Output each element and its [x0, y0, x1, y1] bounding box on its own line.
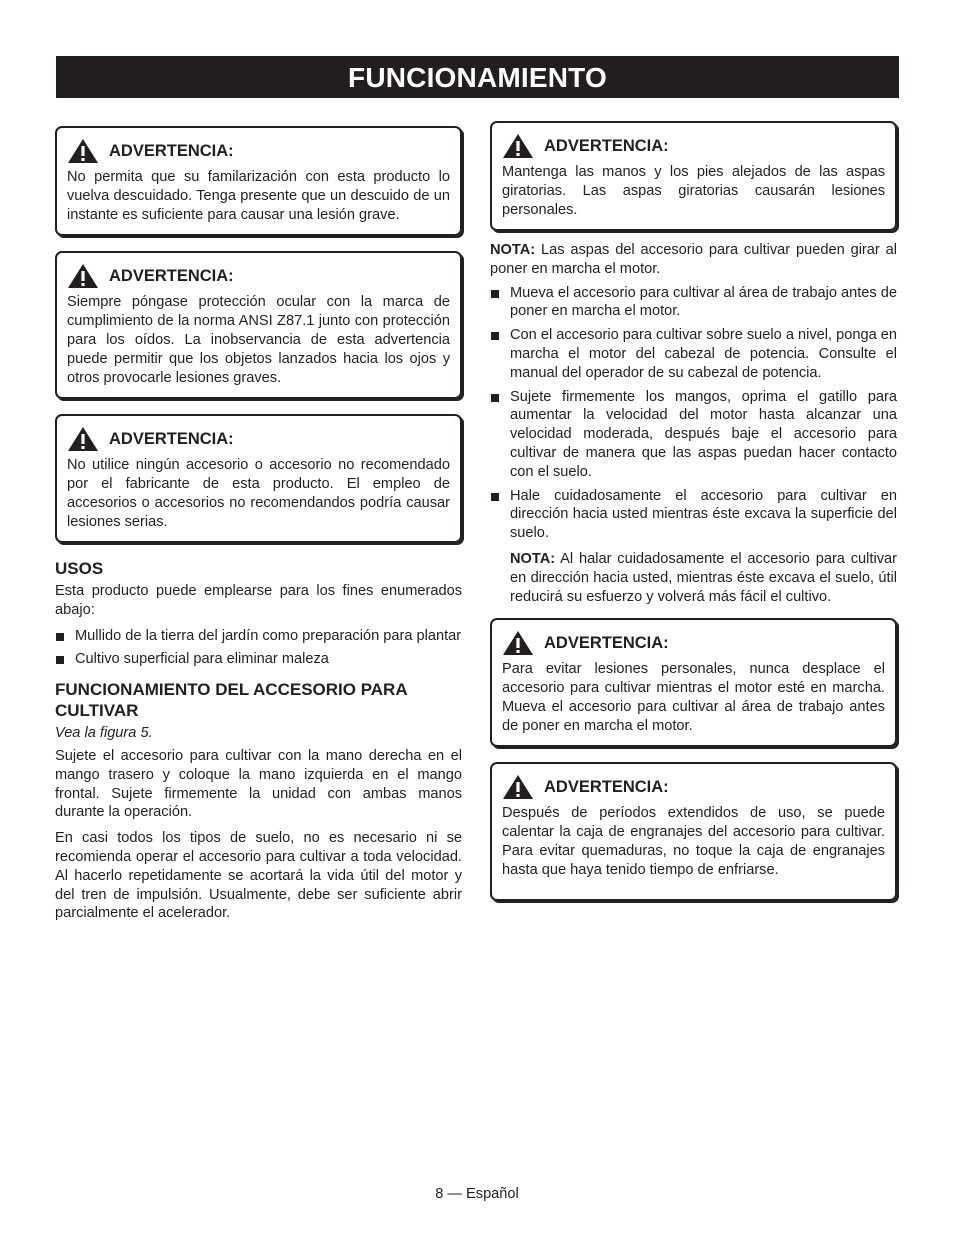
warning-text: Mantenga las manos y los pies alejados de las aspas giratorias. Las aspas giratorias causarán lesiones personales.	[502, 164, 885, 218]
warning-header	[67, 263, 450, 289]
warning-title: ADVERTENCIA:	[109, 141, 234, 160]
warning-box	[490, 762, 897, 901]
right-column	[490, 121, 897, 916]
warning-header	[67, 426, 450, 452]
warning-title: ADVERTENCIA:	[109, 429, 234, 448]
list-item: Sujete firmemente los mangos, oprima el gatillo para aumentar la velocidad del motor hasta alcanzar una velocidad moderada, después baje el accesorio para cultivar de manera que las aspas puedan hacer contacto con el suelo.	[490, 388, 897, 482]
note-text: Las aspas del accesorio para cultivar pueden girar al poner en marcha el motor.	[490, 242, 897, 277]
list-item: Hale cuidadosamente el accesorio para cultivar en dirección hacia usted mientras éste excava la superficie del suelo.	[490, 487, 897, 543]
warning-box	[55, 126, 462, 236]
steps-list	[490, 284, 897, 543]
warning-text: Siempre póngase protección ocular con la marca de cumplimiento de la norma ANSI Z87.1 junto con protección para los oídos. La inobservancia de esta advertencia puede permitir que los objetos lanzados hacia los ojos y otros provocarle lesiones graves.	[67, 294, 450, 386]
warning-title: ADVERTENCIA:	[109, 266, 234, 285]
note-text: Al halar cuidadosamente el accesorio para cultivar en dirección hacia usted, mientras éste excava el suelo, útil reducirá su esfuerzo y volverá más fácil el cultivo.	[510, 550, 897, 605]
warning-box	[490, 121, 897, 231]
warning-text: No permita que su familarización con esta producto lo vuelva descuidado. Tenga presente que un descuido de un instante es suficiente para causar una lesión grave.	[67, 169, 450, 223]
warning-triangle-icon	[67, 263, 99, 289]
left-column	[55, 126, 462, 930]
note-paragraph	[490, 550, 897, 606]
warning-header	[502, 774, 885, 800]
warning-title: ADVERTENCIA:	[544, 633, 669, 652]
operation-paragraph: En casi todos los tipos de suelo, no es necesario ni se recomienda operar el accesorio para cultivar a toda velocidad. Al hacerlo repetidamente se acortará la vida útil del motor y del tren de impulsión. Usualmente, debe ser suficiente abrir parcialmente el acelerador.	[55, 830, 462, 922]
usos-list	[55, 627, 462, 670]
warning-box	[55, 251, 462, 399]
note-label: NOTA:	[510, 550, 556, 567]
page-footer	[0, 1186, 954, 1202]
figure-reference: Vea la figura 5.	[55, 725, 153, 742]
warning-triangle-icon	[502, 774, 534, 800]
warning-title: ADVERTENCIA:	[544, 777, 669, 796]
warning-header	[502, 133, 885, 159]
page-number: 8 — Español	[435, 1186, 519, 1202]
note-paragraph	[490, 241, 897, 279]
warning-triangle-icon	[502, 630, 534, 656]
page-title-banner	[56, 56, 899, 98]
warning-text: No utilice ningún accesorio o accesorio no recomendado por el fabricante de esta producto. El empleo de accesorios o accesorios no recomendandos podría causar lesiones serias.	[67, 457, 450, 530]
operation-paragraph: Sujete el accesorio para cultivar con la mano derecha en el mango trasero y coloque la mano izquierda en el mango frontal. Sujete firmemente la unidad con ambas manos durante la operación.	[55, 747, 462, 821]
page-title: FUNCIONAMIENTO	[348, 62, 607, 93]
list-item: Cultivo superficial para eliminar maleza	[55, 650, 462, 669]
warning-box	[55, 414, 462, 543]
warning-triangle-icon	[502, 133, 534, 159]
section-title-operation: FUNCIONAMIENTO DEL ACCESORIO PARA CULTIVAR	[55, 680, 407, 721]
warning-title: ADVERTENCIA:	[544, 136, 669, 155]
warning-text: Para evitar lesiones personales, nunca desplace el accesorio para cultivar mientras el motor esté en marcha. Mueva el accesorio para cultivar al área de trabajo antes de poner en marcha el motor.	[502, 661, 885, 735]
list-item: Con el accesorio para cultivar sobre suelo a nivel, ponga en marcha el motor del cabezal de potencia. Consulte el manual del operador de su cabezal de potencia.	[490, 326, 897, 382]
list-item: Mullido de la tierra del jardín como preparación para plantar	[55, 627, 462, 646]
warning-triangle-icon	[67, 138, 99, 164]
section-title-usos: USOS	[55, 559, 104, 578]
warning-text: Después de períodos extendidos de uso, se puede calentar la caja de engranajes del accesorio para cultivar. Para evitar quemaduras, no toque la caja de engranajes hasta que haya tenido tiempo de enfriarse.	[502, 805, 885, 879]
warning-triangle-icon	[67, 426, 99, 452]
list-item: Mueva el accesorio para cultivar al área de trabajo antes de poner en marcha el motor.	[490, 284, 897, 322]
usos-intro: Esta producto puede emplearse para los fines enumerados abajo:	[55, 583, 462, 618]
warning-box	[490, 618, 897, 747]
warning-header	[67, 138, 450, 164]
note-label: NOTA:	[490, 242, 536, 258]
warning-header	[502, 630, 885, 656]
